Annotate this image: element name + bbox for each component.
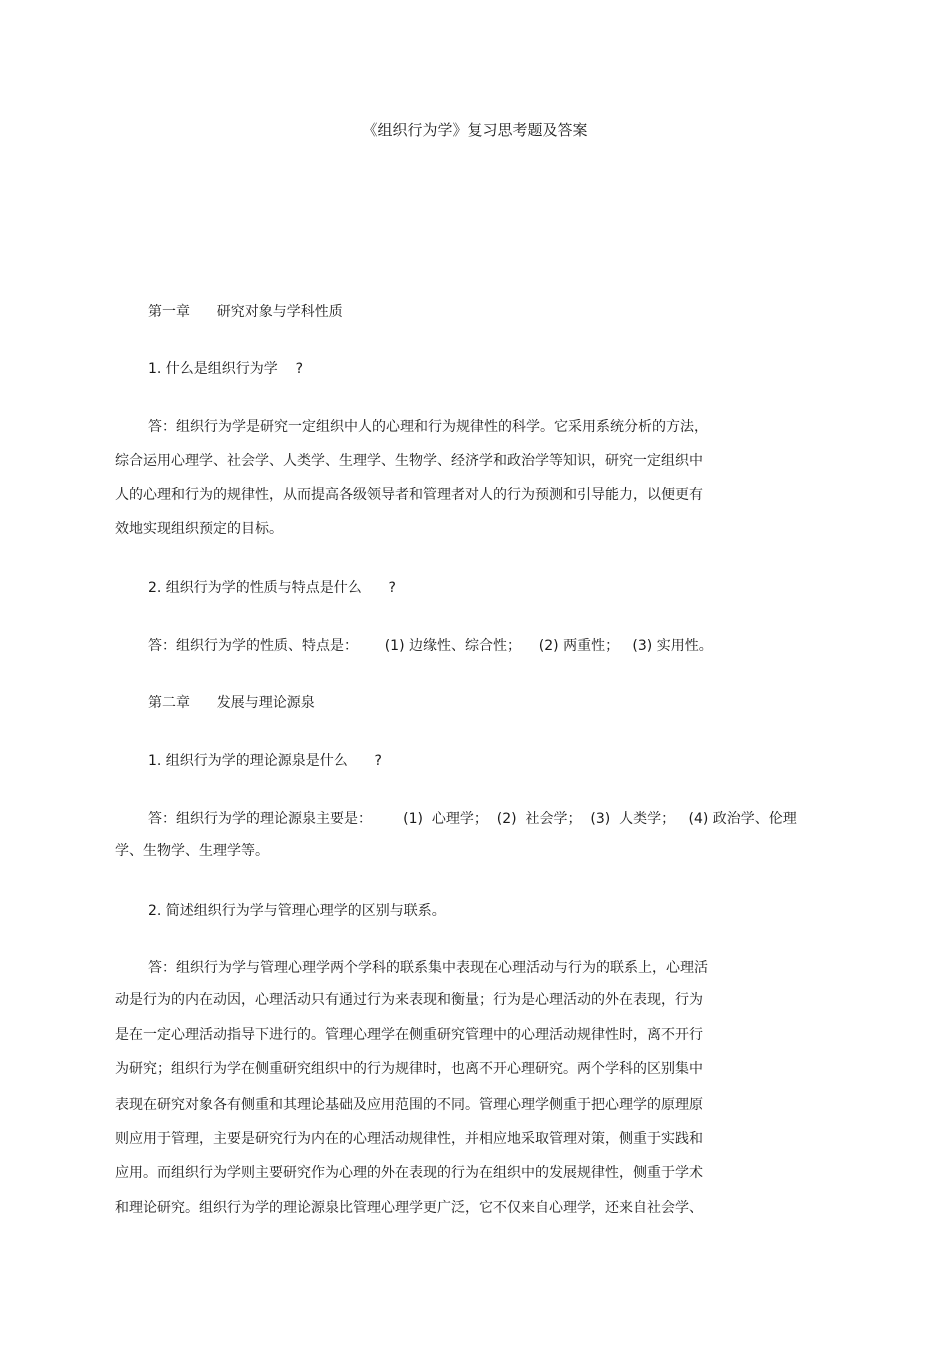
chapter-2-heading: 第二章 发展与理论源泉	[148, 695, 315, 711]
document-title: 《组织行为学》复习思考题及答案	[362, 121, 588, 139]
chapter-1-heading: 第一章 研究对象与学科性质	[148, 304, 343, 320]
chapter-2-answer-1-line: 答：组织行为学的理论源泉主要是： (1) 心理学； (2) 社会学； (3) 人类学； (4) 政治学、伦理	[148, 811, 797, 827]
chapter-2-question-2: 2. 简述组织行为学与管理心理学的区别与联系。	[148, 903, 446, 919]
chapter-1-answer-2-line: 答：组织行为学的性质、特点是： (1) 边缘性、综合性； (2) 两重性； (3) 实用性。	[148, 638, 713, 654]
chapter-2-answer-1-line: 学、生物学、生理学等。	[115, 843, 269, 859]
chapter-2-answer-2-line: 则应用于管理，主要是研究行为内在的心理活动规律性，并相应地采取管理对策，侧重于实践和	[115, 1131, 703, 1147]
chapter-1-question-1: 1. 什么是组织行为学 ?	[148, 361, 304, 377]
chapter-2-answer-2-line: 为研究；组织行为学在侧重研究组织中的行为规律时，也离不开心理研究。两个学科的区别集中	[115, 1061, 703, 1077]
chapter-2-answer-2-line: 动是行为的内在动因，心理活动只有通过行为来表现和衡量；行为是心理活动的外在表现，行为	[115, 992, 703, 1008]
chapter-2-question-1: 1. 组织行为学的理论源泉是什么 ?	[148, 753, 382, 769]
chapter-1-answer-1-line: 人的心理和行为的规律性，从而提高各级领导者和管理者对人的行为预测和引导能力，以便更有	[115, 487, 703, 503]
chapter-2-answer-2-line: 表现在研究对象各有侧重和其理论基础及应用范围的不同。管理心理学侧重于把心理学的原理原	[115, 1097, 703, 1113]
chapter-2-answer-2-line: 是在一定心理活动指导下进行的。管理心理学在侧重研究管理中的心理活动规律性时，离不开行	[115, 1027, 703, 1043]
chapter-1-answer-1-line: 效地实现组织预定的目标。	[115, 521, 283, 537]
chapter-1-question-2: 2. 组织行为学的性质与特点是什么 ?	[148, 580, 396, 596]
chapter-1-answer-1-line: 答：组织行为学是研究一定组织中人的心理和行为规律性的科学。它采用系统分析的方法，	[148, 419, 708, 435]
chapter-2-answer-2-line: 和理论研究。组织行为学的理论源泉比管理心理学更广泛，它不仅来自心理学，还来自社会学、	[115, 1200, 703, 1216]
chapter-2-answer-2-line: 答：组织行为学与管理心理学两个学科的联系集中表现在心理活动与行为的联系上，心理活	[148, 960, 708, 976]
chapter-2-answer-2-line: 应用。而组织行为学则主要研究作为心理的外在表现的行为在组织中的发展规律性，侧重于学术	[115, 1165, 703, 1181]
chapter-1-answer-1-line: 综合运用心理学、社会学、人类学、生理学、生物学、经济学和政治学等知识，研究一定组织中	[115, 453, 703, 469]
